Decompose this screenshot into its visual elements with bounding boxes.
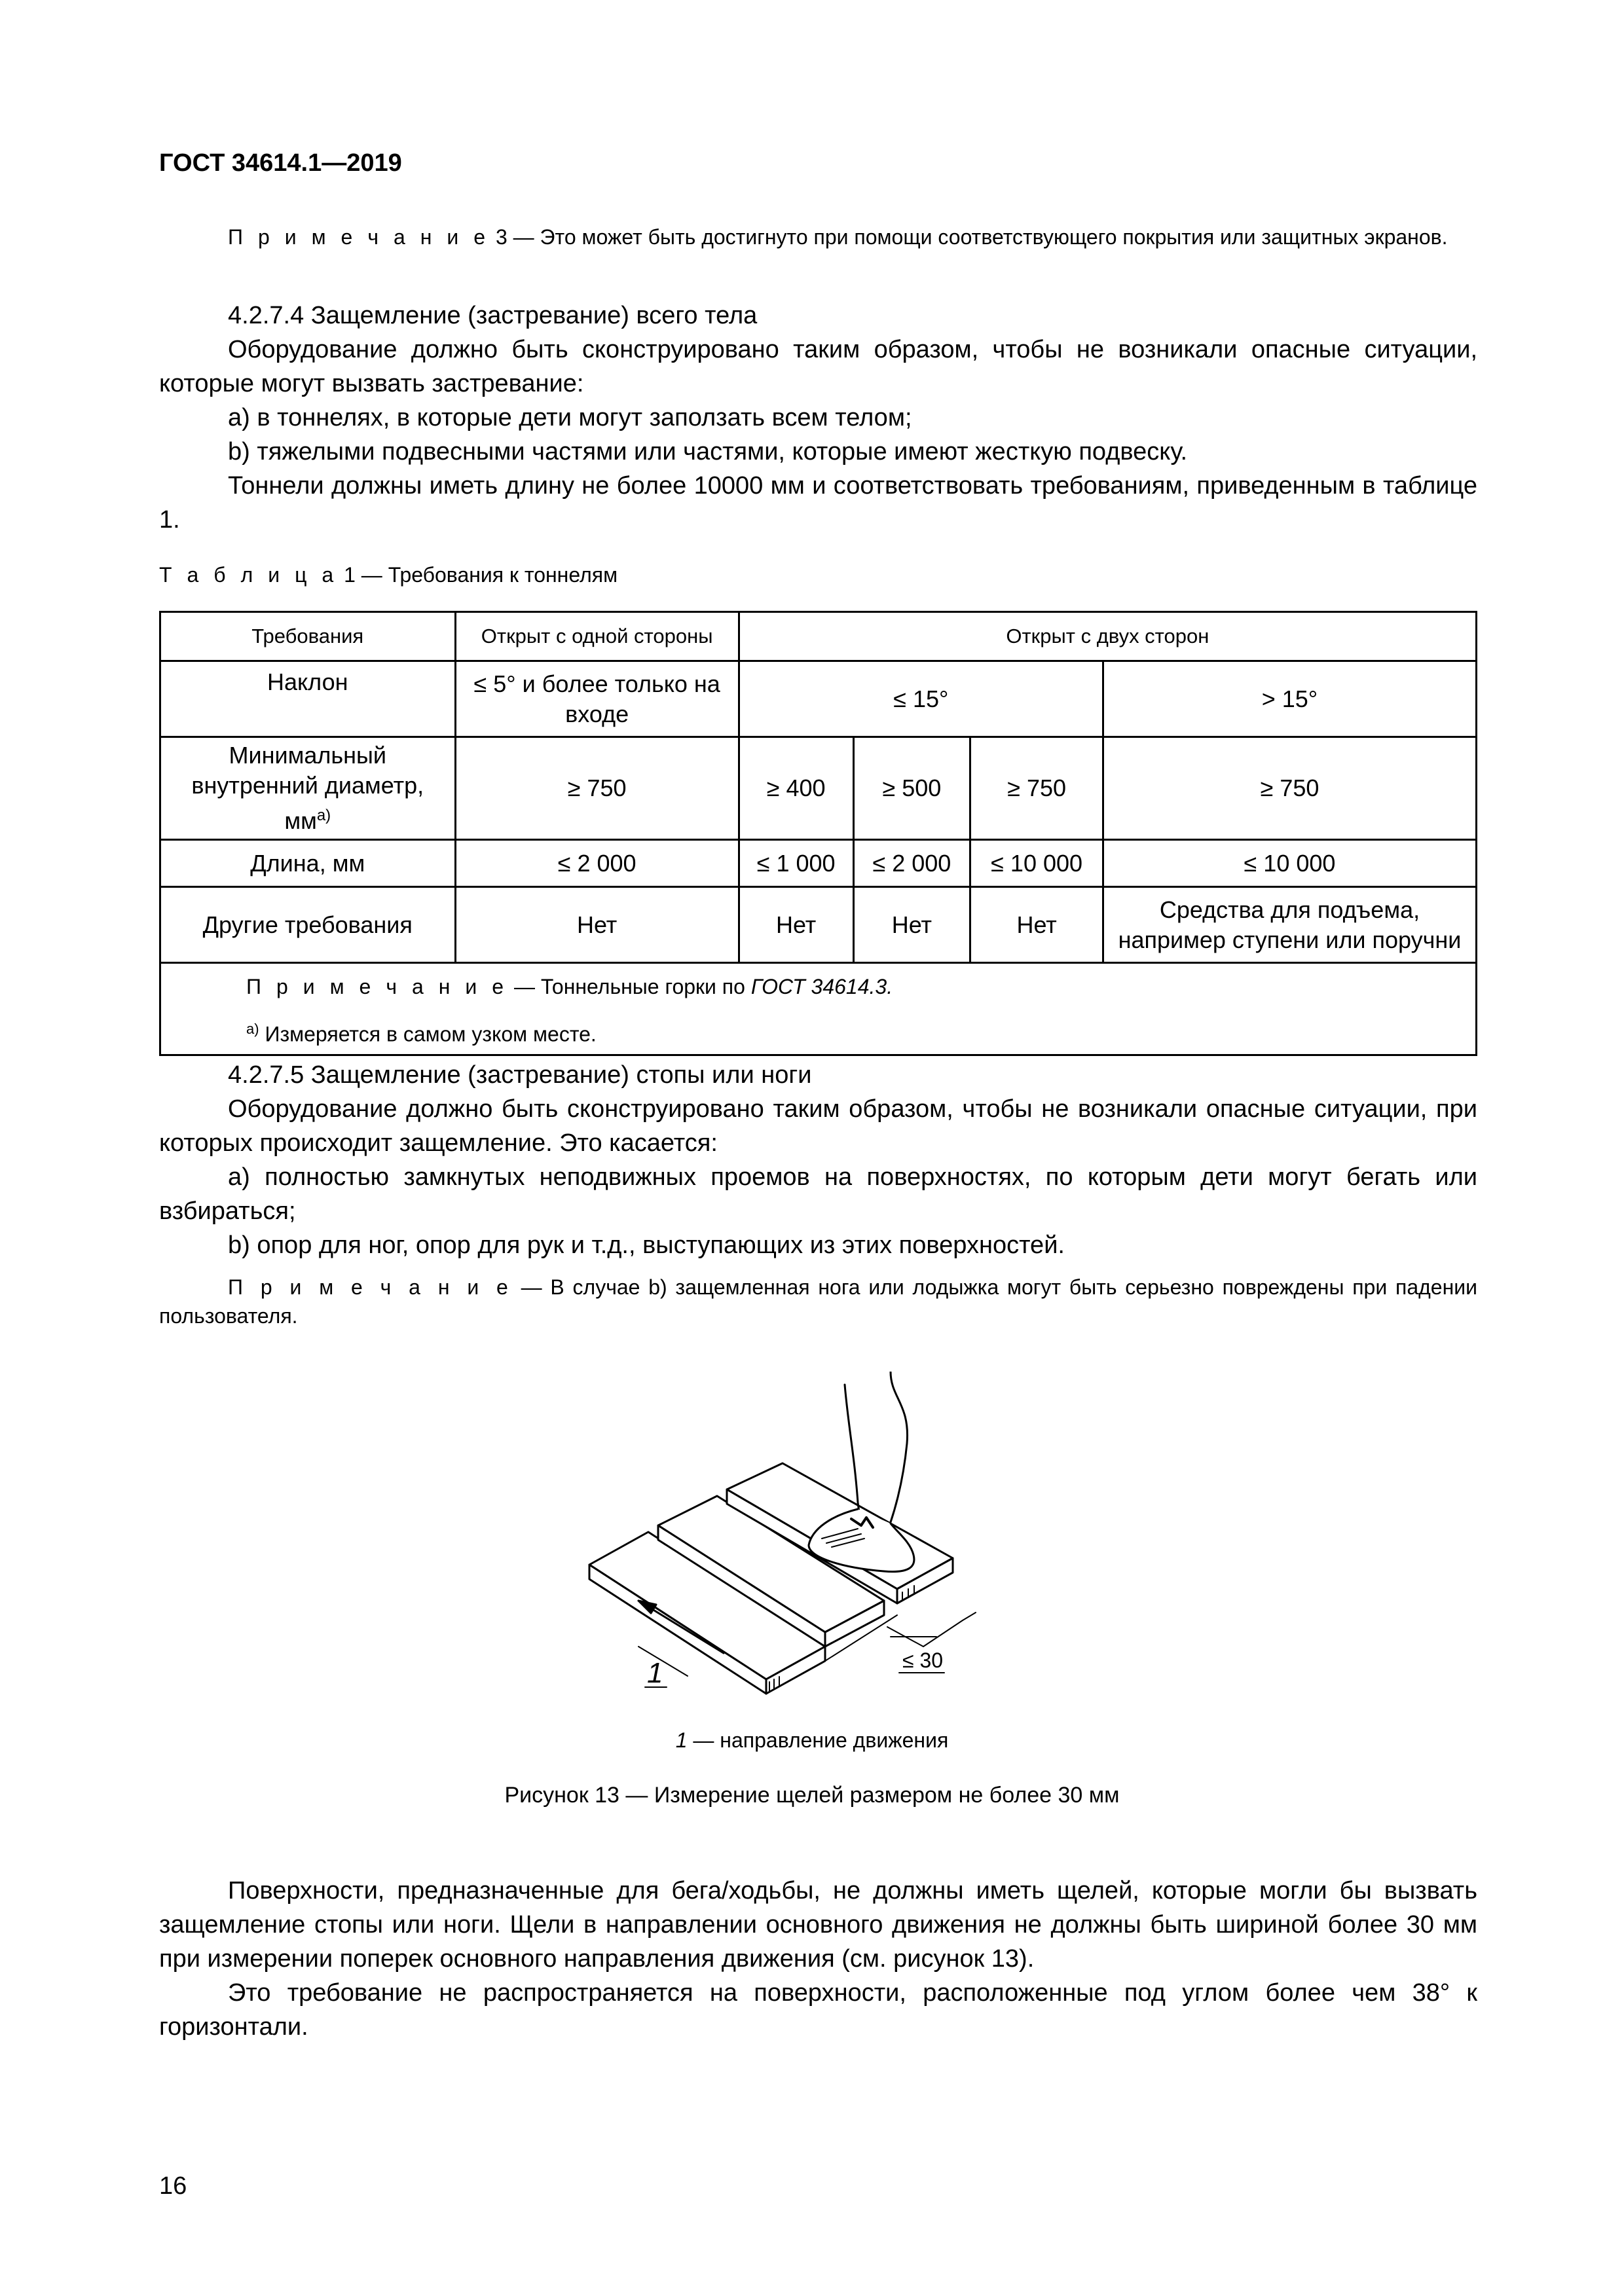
figure-label-1: 1	[647, 1657, 663, 1689]
cell-slope-label: Наклон	[160, 661, 456, 737]
cell-length-v3: ≤ 2 000	[853, 840, 970, 887]
cell-slope-two-b: > 15°	[1103, 661, 1476, 737]
cell-diameter-label	[160, 737, 456, 840]
table-header-row	[160, 612, 1477, 661]
header-two-sides: Открыт с двух сторон	[739, 612, 1476, 661]
header-one-side: Открыт с одной стороны	[455, 612, 739, 661]
cell-diameter-v4: ≥ 750	[970, 737, 1103, 840]
cell-other-v2: Нет	[739, 887, 853, 963]
figure-13	[583, 1372, 1054, 1725]
table-note	[160, 963, 1477, 1010]
foot-illustration	[809, 1372, 914, 1572]
cell-length-label: Длина, мм	[160, 840, 456, 887]
cell-length-v2: ≤ 1 000	[739, 840, 853, 887]
table-1-caption	[159, 563, 618, 587]
section-4275-note-label: П р и м е ч а н и е	[228, 1275, 513, 1299]
cell-length-v1: ≤ 2 000	[455, 840, 739, 887]
header-requirements: Требования	[160, 612, 456, 661]
section-4274-item-b: b) тяжелыми подвесными частями или частями, которые имеют жесткую подвеску.	[228, 438, 1188, 465]
closing-para-2: Это требование не распространяется на поверхности, расположенные под углом более чем 38° к горизонтали.	[159, 1979, 1477, 2041]
figure-13-legend	[0, 1728, 1624, 1753]
table-footnote-row	[160, 1010, 1477, 1055]
table-1-caption-label: Т а б л и ц а	[159, 563, 339, 587]
section-4275-item-b: b) опор для ног, опор для рук и т.д., выступающих из этих поверхностей.	[228, 1231, 1065, 1259]
table-note-label: П р и м е ч а н и е	[246, 975, 509, 998]
table-note-row	[160, 963, 1477, 1010]
section-4274-para1: Оборудование должно быть сконструировано таким образом, чтобы не возникали опасные ситуации, которые могут вызвать застревание:	[159, 336, 1477, 397]
cell-other-v5: Средства для подъема, например ступени или поручни	[1103, 887, 1476, 963]
table-footnote-text: Измеряется в самом узком месте.	[265, 1022, 597, 1046]
cell-length-v4: ≤ 10 000	[970, 840, 1103, 887]
cell-slope-two-a: ≤ 15°	[739, 661, 1103, 737]
figure-13-legend-num: 1	[675, 1728, 688, 1752]
table-row-length	[160, 840, 1477, 887]
table-1	[159, 611, 1477, 1056]
cell-diameter-label-text: Минимальный внутренний диаметр, мм	[191, 742, 424, 834]
section-4275-para1: Оборудование должно быть сконструировано таким образом, чтобы не возникали опасные ситуации, при которых происходит защемление. Это касается:	[159, 1095, 1477, 1157]
table-1-caption-text: 1 — Требования к тоннелям	[344, 563, 618, 587]
table-row-other	[160, 887, 1477, 963]
section-4275-note	[159, 1273, 1477, 1330]
cell-length-v5: ≤ 10 000	[1103, 840, 1476, 887]
diameter-footnote-mark: a)	[316, 807, 331, 824]
section-4274-para2: Тоннели должны иметь длину не более 10000 мм и соответствовать требованиям, приведенным в таблице 1.	[159, 472, 1477, 534]
figure-dim-label: ≤ 30	[902, 1649, 944, 1672]
table-footnote	[160, 1010, 1477, 1055]
section-4275-heading: 4.2.7.5 Защемление (застревание) стопы или ноги	[228, 1061, 812, 1089]
table-note-text: — Тоннельные горки по	[513, 975, 745, 998]
closing-para-1: Поверхности, предназначенные для бега/ходьбы, не должны иметь щелей, которые могли бы вызвать защемление стопы или ноги. Щели в направлении основного движения не должны быть шириной более 30 мм при измерении поперек основного направления движения (см. рисунок 13).	[159, 1877, 1477, 1973]
section-4275-note-text: — В случае b) защемленная нога или лодыжка могут быть серьезно повреждены при падении пользователя.	[159, 1275, 1478, 1328]
note-3	[159, 223, 1477, 251]
note-3-text: 3 — Это может быть достигнуто при помощи соответствующего покрытия или защитных экранов.	[495, 225, 1448, 249]
cell-slope-one-side: ≤ 5° и более только на входе	[455, 661, 739, 737]
note-3-label: П р и м е ч а н и е	[228, 225, 490, 249]
section-4275-item-a: а) полностью замкнутых неподвижных проемов на поверхностях, по которым дети могут бегать или взбираться;	[159, 1163, 1477, 1225]
table-note-ref: ГОСТ 34614.3.	[750, 975, 893, 998]
cell-diameter-v2: ≥ 400	[739, 737, 853, 840]
document-header: ГОСТ 34614.1—2019	[159, 149, 402, 177]
page-number: 16	[159, 2172, 187, 2200]
table-row-diameter	[160, 737, 1477, 840]
figure-13-legend-text: — направление движения	[693, 1728, 949, 1752]
table-footnote-mark: a)	[246, 1021, 259, 1038]
figure-13-caption: Рисунок 13 — Измерение щелей размером не более 30 мм	[504, 1783, 1120, 1808]
cell-other-v1: Нет	[455, 887, 739, 963]
table-row-slope	[160, 661, 1477, 737]
section-4274-heading: 4.2.7.4 Защемление (застревание) всего тела	[228, 302, 758, 329]
cell-diameter-v3: ≥ 500	[853, 737, 970, 840]
section-4274-item-a: а) в тоннелях, в которые дети могут заползать всем телом;	[228, 404, 912, 431]
cell-other-v3: Нет	[853, 887, 970, 963]
cell-diameter-v1: ≥ 750	[455, 737, 739, 840]
cell-other-label: Другие требования	[160, 887, 456, 963]
cell-diameter-v5: ≥ 750	[1103, 737, 1476, 840]
cell-other-v4: Нет	[970, 887, 1103, 963]
